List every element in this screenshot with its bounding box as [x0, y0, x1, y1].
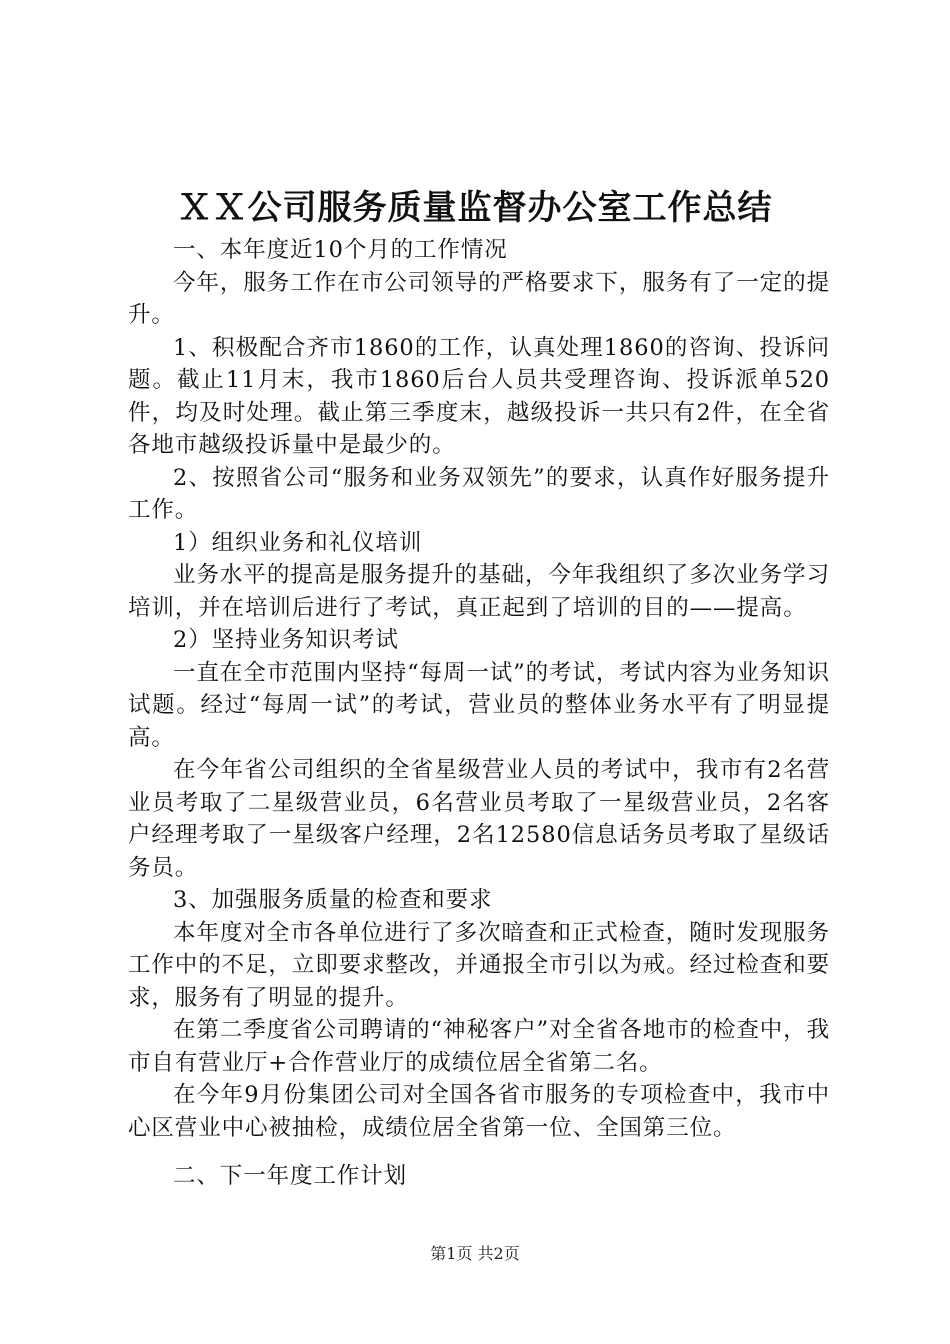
- paragraph-item-3: 3、加强服务质量的检查和要求: [173, 887, 493, 913]
- section-heading-1: 一、本年度近10个月的工作情况: [173, 237, 508, 263]
- paragraph-item-1: 1、积极配合齐市1860的工作，认真处理1860的咨询、投诉问题。截止11月末，我市1860后台人员共受理咨询、投诉派单520件，均及时处理。截止第三季度末，越级投诉一共只有2件，在全省各地市越级投诉量中是最少的。: [128, 334, 830, 458]
- document-body: [128, 234, 830, 1193]
- paragraph-intro: 今年，服务工作在市公司领导的严格要求下，服务有了一定的提升。: [128, 269, 830, 328]
- paragraph-training: 业务水平的提高是服务提升的基础，今年我组织了多次业务学习培训，并在培训后进行了考试，真正起到了培训的目的——提高。: [128, 562, 830, 621]
- section-heading-2: 二、下一年度工作计划: [173, 1163, 408, 1189]
- paragraph-inspection: 本年度对全市各单位进行了多次暗查和正式检查，随时发现服务工作中的不足，立即要求整改，并通报全市引以为戒。经过检查和要求，服务有了明显的提升。: [128, 919, 831, 1011]
- page-number: 第1页 共2页: [430, 1244, 520, 1263]
- paragraph-group-inspection: 在今年9月份集团公司对全国各省市服务的专项检查中，我市中心区营业中心被抽检，成绩位居全省第一位、全国第三位。: [128, 1082, 830, 1141]
- paragraph-item-2: 2、按照省公司“服务和业务双领先”的要求，认真作好服务提升工作。: [128, 464, 830, 523]
- paragraph-star-exam: 在今年省公司组织的全省星级营业人员的考试中，我市有2名营业员考取了二星级营业员，6名营业员考取了一星级营业员，2名客户经理考取了一星级客户经理，2名12580信息话务员考取了星级话务员。: [128, 757, 830, 881]
- document-title: ＸＸ公司服务质量监督办公室工作总结: [177, 188, 773, 228]
- subheading-training: 1）组织业务和礼仪培训: [173, 529, 423, 556]
- paragraph-mystery-customer: 在第二季度省公司聘请的“神秘客户”对全省各地市的检查中，我市自有营业厅+合作营业厅的成绩位居全省第二名。: [128, 1017, 830, 1076]
- paragraph-weekly-exam: 一直在全市范围内坚持“每周一试”的考试，考试内容为业务知识试题。经过“每周一试”的考试，营业员的整体业务水平有了明显提高。: [128, 659, 830, 751]
- subheading-exam: 2）坚持业务知识考试: [173, 627, 399, 653]
